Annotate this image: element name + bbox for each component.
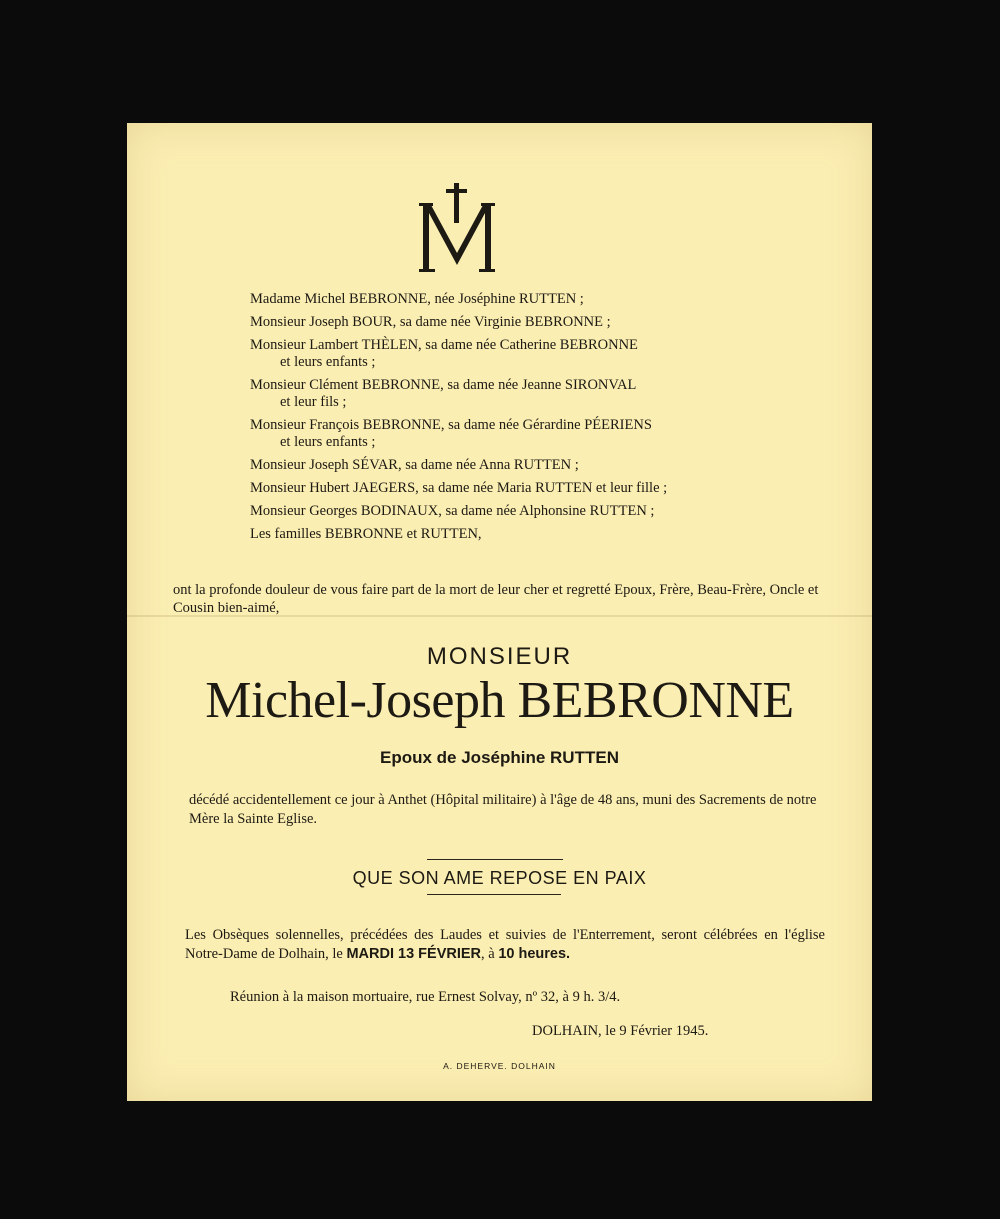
mourner-entry: Monsieur Joseph BOUR, sa dame née Virginie BEBRONNE ; <box>250 314 611 330</box>
funeral-details: Les Obsèques solennelles, précédées des Laudes et suivies de l'Enterrement, seront célébrées en l'église Notre-Dame de Dolhain, le MARDI 13 FÉVRIER, à 10 heures. <box>185 927 825 962</box>
mourner-entry: Monsieur Clément BEBRONNE, sa dame née Jeanne SIRONVAL et leur fils ; <box>250 377 637 410</box>
honorific: MONSIEUR <box>426 643 573 670</box>
mourner-entry: Monsieur Hubert JAEGERS, sa dame née Maria RUTTEN et leur fille ; <box>250 480 668 496</box>
obituary-card <box>127 123 872 1101</box>
mourner-entry: Monsieur François BEBRONNE, sa dame née Gérardine PÉERIENS et leurs enfants ; <box>250 417 652 450</box>
mourner-entry: Madame Michel BEBRONNE, née Joséphine RUTTEN ; <box>250 291 584 307</box>
printer-credit: A. DEHERVE. DOLHAIN <box>443 1061 556 1071</box>
spouse-line: Epoux de Joséphine RUTTEN <box>380 748 619 767</box>
mourner-entry: Les familles BEBRONNE et RUTTEN, <box>250 526 482 542</box>
death-notice: décédé accidentellement ce jour à Anthet (Hôpital militaire) à l'âge de 48 ans, muni des Sacrements de notre Mère la Sainte Eglise. <box>189 792 817 827</box>
rip-line: QUE SON AME REPOSE EN PAIX <box>352 868 647 888</box>
dateline: DOLHAIN, le 9 Février 1945. <box>532 1023 709 1039</box>
marian-monogram-icon <box>417 183 497 275</box>
torn-edge <box>0 905 30 1005</box>
mourners-list <box>250 291 850 549</box>
mourner-entry: Monsieur Joseph SÉVAR, sa dame née Anna RUTTEN ; <box>250 457 579 473</box>
mourner-entry: Monsieur Lambert THÈLEN, sa dame née Catherine BEBRONNE et leurs enfants ; <box>250 337 638 370</box>
deceased-name: Michel-Joseph BEBRONNE <box>205 672 794 729</box>
announcement-text: ont la profonde douleur de vous faire part de la mort de leur cher et regretté Epoux, Frère, Beau-Frère, Oncle et Cousin bien-aimé, <box>173 582 819 616</box>
reunion-line: Réunion à la maison mortuaire, rue Ernest Solvay, nº 32, à 9 h. 3/4. <box>230 989 621 1005</box>
divider-bottom <box>427 894 561 895</box>
mourner-entry: Monsieur Georges BODINAUX, sa dame née Alphonsine RUTTEN ; <box>250 503 655 519</box>
divider-top <box>427 859 563 860</box>
